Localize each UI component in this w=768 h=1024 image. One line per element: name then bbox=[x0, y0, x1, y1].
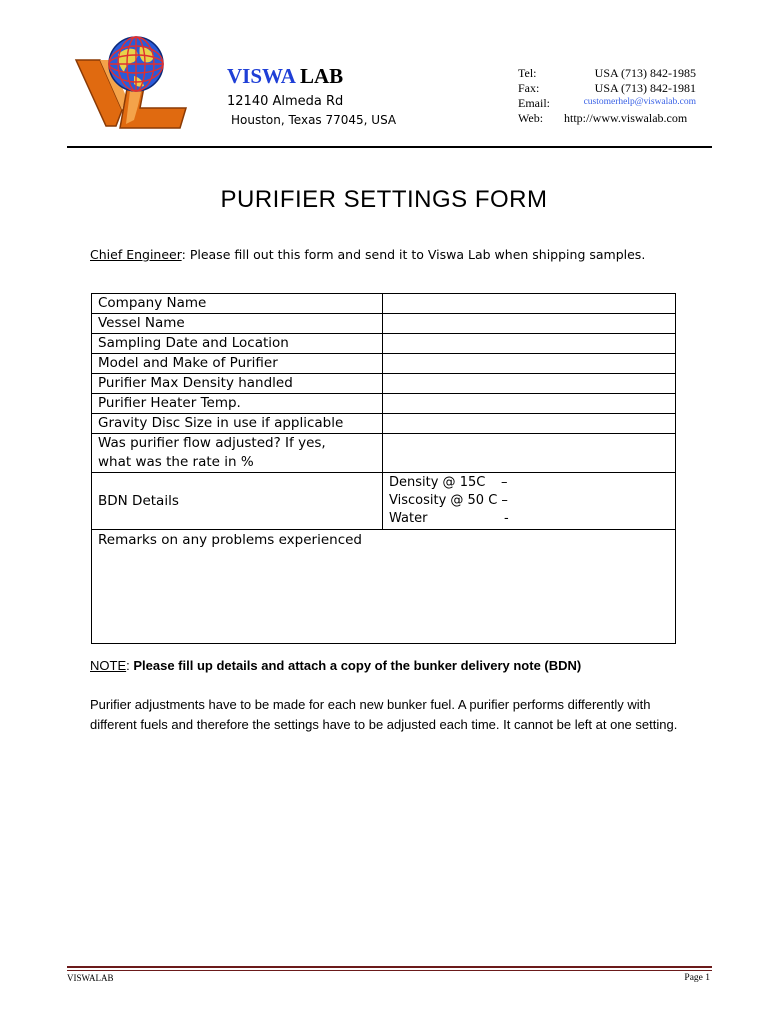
footer-company: VISWALAB bbox=[67, 973, 114, 983]
table-row bbox=[92, 314, 676, 334]
note-body: Please fill up details and attach a copy of the bunker delivery note (BDN) bbox=[133, 658, 582, 673]
table-row bbox=[92, 530, 676, 644]
footer-divider-thick bbox=[67, 966, 712, 968]
bdn-water-line bbox=[389, 510, 675, 528]
table-row bbox=[92, 414, 676, 434]
contact-row-web bbox=[518, 111, 696, 126]
table-row bbox=[92, 473, 676, 530]
web-link[interactable]: http://www.viswalab.com bbox=[564, 111, 688, 125]
field-label: Model and Make of Purifier bbox=[92, 354, 383, 374]
contact-block bbox=[518, 66, 696, 126]
gravity-disc-input[interactable] bbox=[383, 414, 676, 434]
field-label: Company Name bbox=[92, 294, 383, 314]
field-label: Gravity Disc Size in use if applicable bbox=[92, 414, 383, 434]
bdn-water-dash: - bbox=[504, 511, 509, 526]
vessel-name-input[interactable] bbox=[383, 314, 676, 334]
note-label: NOTE bbox=[90, 658, 127, 673]
tel-label: Tel: bbox=[518, 66, 537, 80]
field-label: Sampling Date and Location bbox=[92, 334, 383, 354]
contact-row-fax bbox=[518, 81, 696, 96]
email-link[interactable]: customerhelp@viswalab.com bbox=[583, 97, 696, 107]
purifier-model-input[interactable] bbox=[383, 354, 676, 374]
flow-rate-input[interactable] bbox=[383, 434, 676, 473]
header-divider bbox=[67, 146, 712, 148]
table-row bbox=[92, 334, 676, 354]
flow-label-line-2: what was the rate in % bbox=[98, 454, 254, 470]
contact-row-tel bbox=[518, 66, 696, 81]
bdn-label: BDN Details bbox=[92, 473, 383, 530]
fax-value: USA (713) 842-1981 bbox=[594, 81, 696, 95]
table-row bbox=[92, 354, 676, 374]
field-label-flow bbox=[92, 434, 383, 473]
intro-role: Chief Engineer bbox=[90, 247, 182, 262]
note-colon: : bbox=[126, 658, 134, 673]
flow-label-line-1: Was purifier flow adjusted? If yes, bbox=[98, 435, 326, 451]
remarks-label: Remarks on any problems experienced bbox=[98, 532, 362, 548]
note-text bbox=[90, 658, 581, 673]
remarks-cell[interactable] bbox=[92, 530, 676, 644]
table-row bbox=[92, 434, 676, 473]
field-label: Vessel Name bbox=[92, 314, 383, 334]
web-label: Web: bbox=[518, 111, 544, 125]
instructions-paragraph: Purifier adjustments have to be made for each new bunker fuel. A purifier performs differently with different fuels and therefore the settings have to be adjusted each time. It cannot be left at one setting. bbox=[90, 697, 678, 732]
viswa-lab-logo bbox=[74, 32, 194, 132]
field-label: Purifier Heater Temp. bbox=[92, 394, 383, 414]
table-row bbox=[92, 374, 676, 394]
company-name-input[interactable] bbox=[383, 294, 676, 314]
company-name bbox=[227, 64, 343, 89]
footer-divider-thin bbox=[67, 970, 712, 971]
company-name-lab: LAB bbox=[299, 64, 344, 88]
field-label: Purifier Max Density handled bbox=[92, 374, 383, 394]
purifier-settings-table bbox=[91, 293, 676, 644]
table-row bbox=[92, 294, 676, 314]
max-density-input[interactable] bbox=[383, 374, 676, 394]
address-line-2: Houston, Texas 77045, USA bbox=[231, 113, 397, 127]
bdn-details-cell[interactable] bbox=[383, 473, 676, 530]
heater-temp-input[interactable] bbox=[383, 394, 676, 414]
intro-body: : Please fill out this form and send it to Viswa Lab when shipping samples. bbox=[181, 247, 646, 262]
footer-page-number: Page 1 bbox=[684, 973, 710, 983]
contact-row-email bbox=[518, 96, 696, 111]
fax-label: Fax: bbox=[518, 81, 540, 95]
bdn-density-dash: – bbox=[501, 475, 508, 490]
sampling-date-location-input[interactable] bbox=[383, 334, 676, 354]
table-row bbox=[92, 394, 676, 414]
bdn-water-label: Water bbox=[389, 511, 428, 526]
bdn-density-line bbox=[389, 474, 675, 492]
intro-text bbox=[90, 247, 645, 262]
company-name-viswa: VISWA bbox=[227, 64, 295, 88]
address-line-1: 12140 Almeda Rd bbox=[227, 94, 344, 109]
bdn-viscosity-line: Viscosity @ 50 C – bbox=[389, 493, 508, 508]
bdn-density-label: Density @ 15C bbox=[389, 475, 486, 490]
tel-value: USA (713) 842-1985 bbox=[594, 66, 696, 80]
email-label: Email: bbox=[518, 96, 550, 110]
page-title: PURIFIER SETTINGS FORM bbox=[220, 186, 548, 213]
